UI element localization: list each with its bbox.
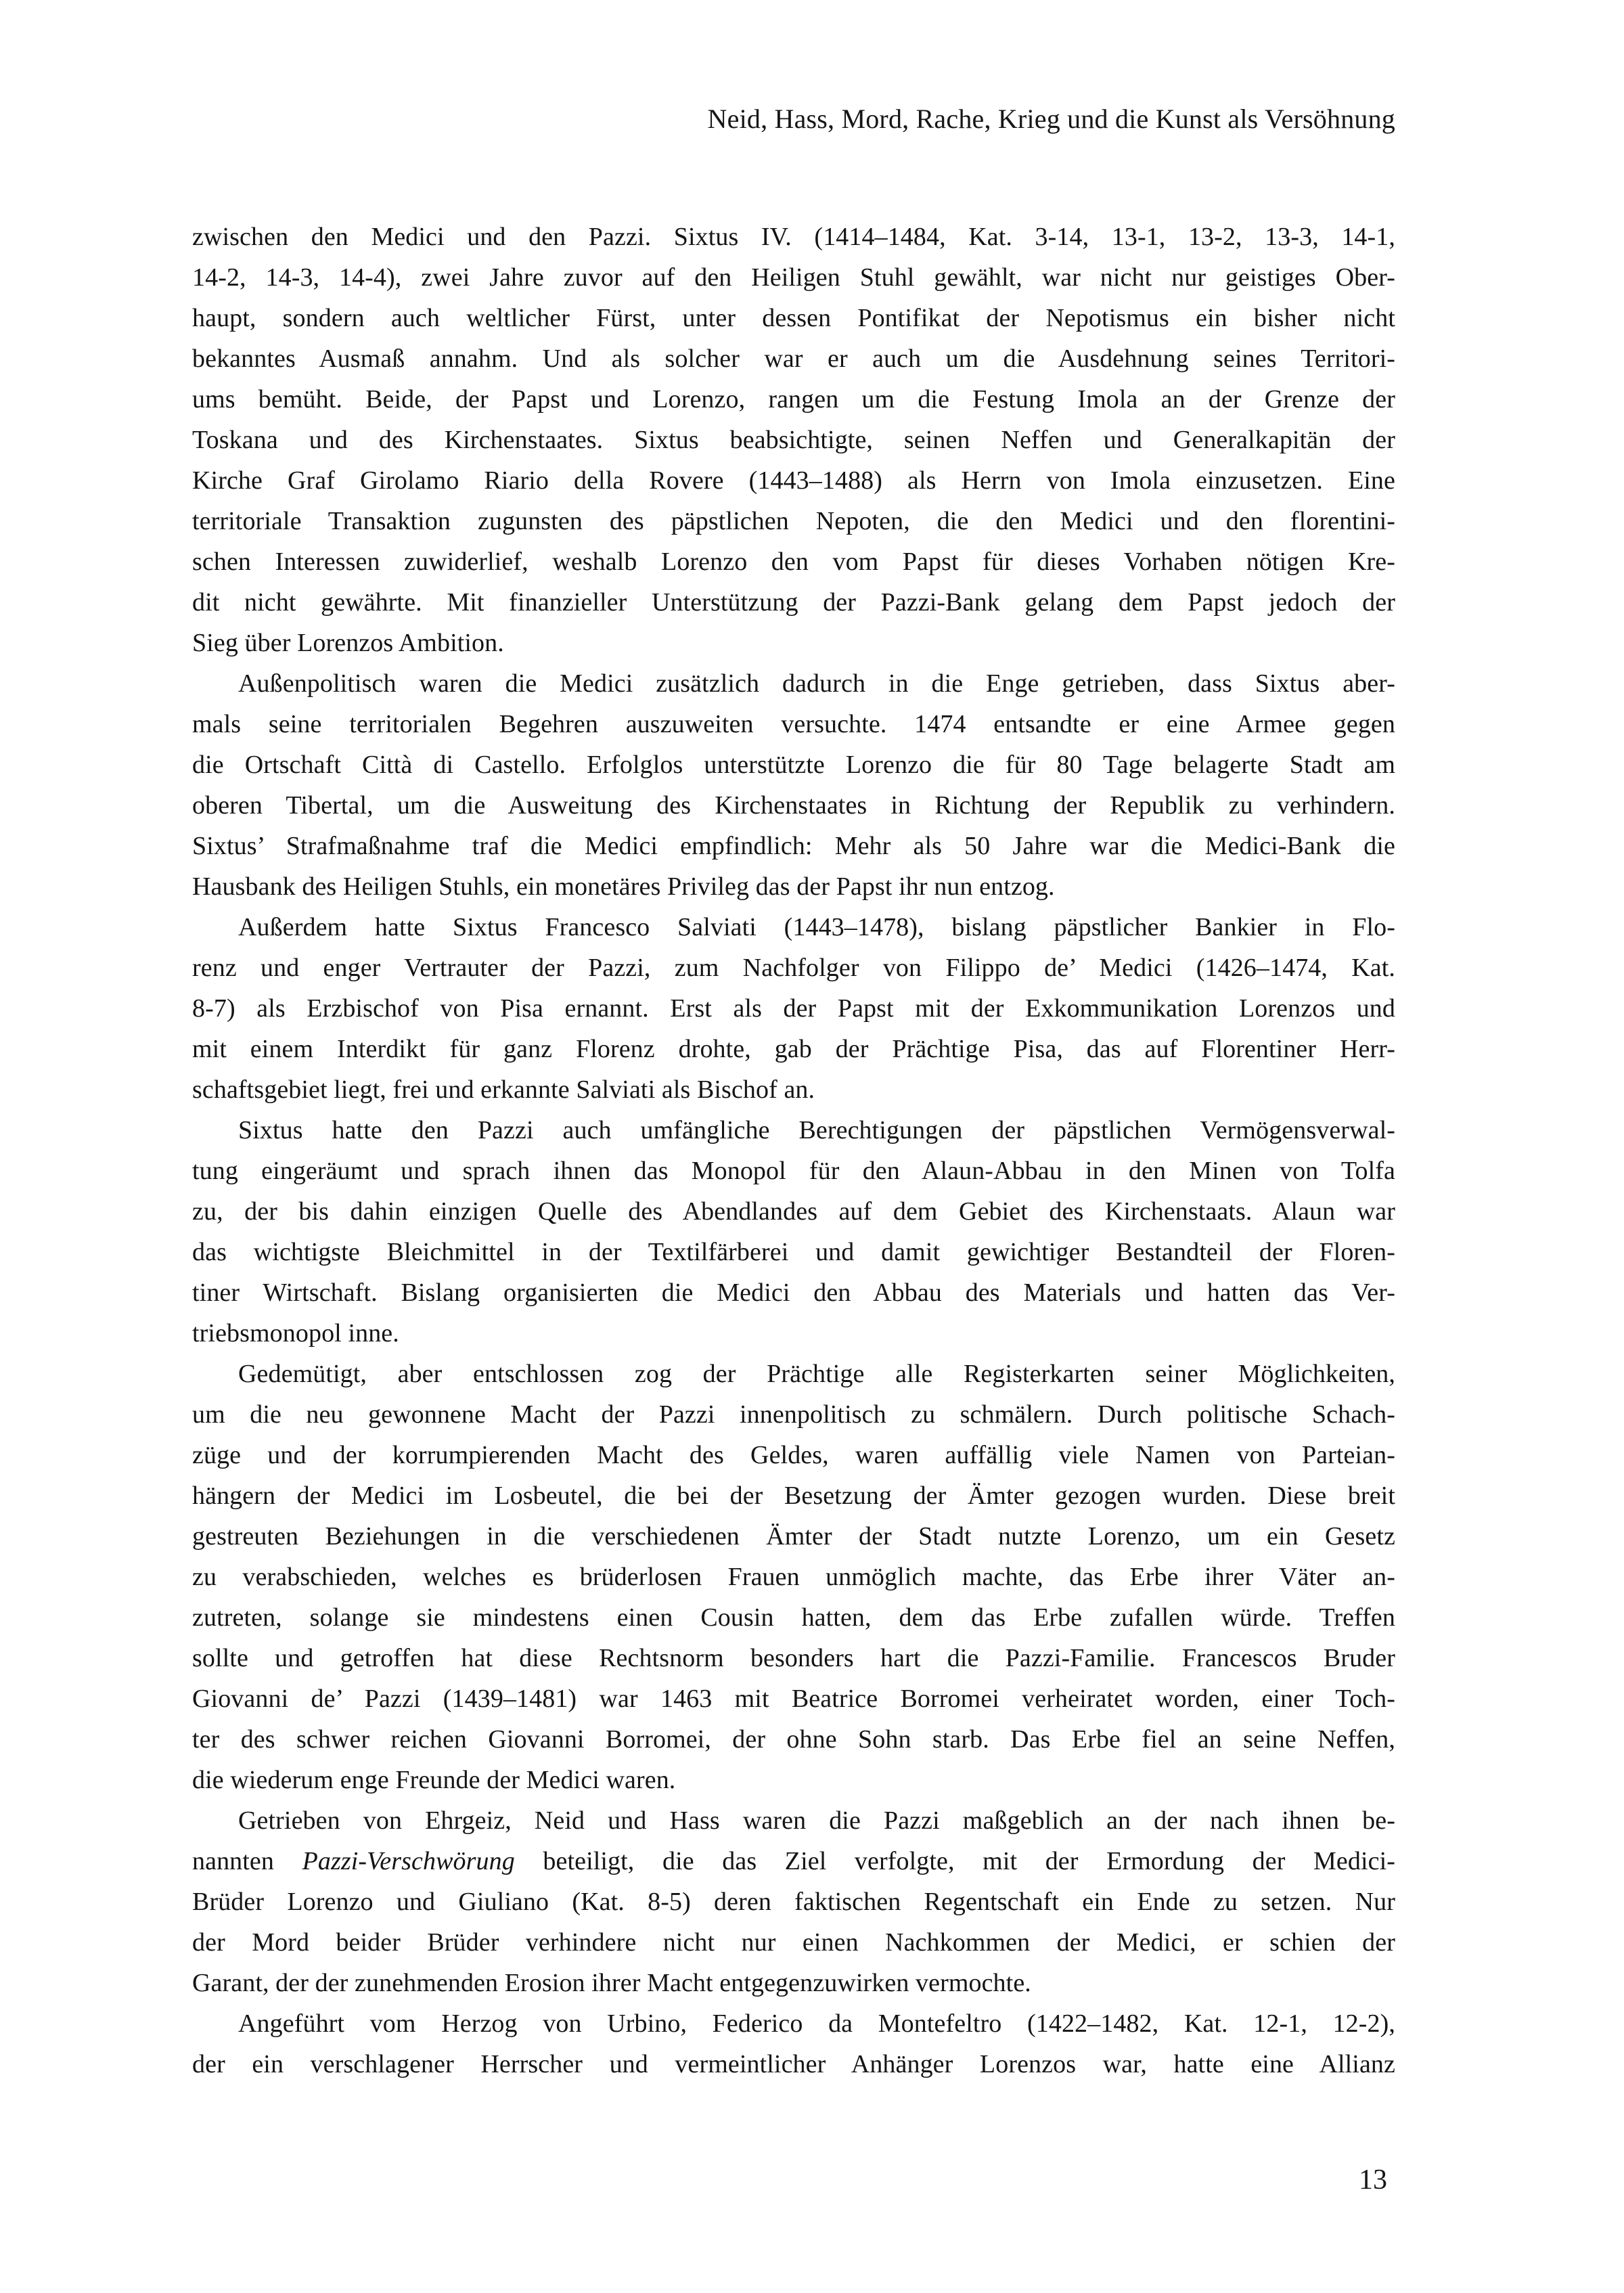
text-line	[192, 1922, 1395, 1963]
text-line	[192, 744, 1395, 785]
text-line	[192, 1760, 1395, 1800]
text-segment: Kirche Graf Girolamo Riario della Rovere (1443–1488) als Herrn von Imola einzusetzen. Eine	[192, 466, 1395, 495]
text-segment: züge und der korrumpierenden Macht des Geldes, waren auffällig viele Namen von Parteian-	[192, 1441, 1395, 1469]
text-line	[192, 623, 1395, 663]
text-line	[192, 1963, 1395, 2003]
text-segment: um die neu gewonnene Macht der Pazzi innenpolitisch zu schmälern. Durch politische Schach-	[192, 1400, 1395, 1429]
text-line	[192, 2044, 1395, 2085]
text-segment: die wiederum enge Freunde der Medici waren.	[192, 1766, 676, 1794]
text-line	[192, 1719, 1395, 1760]
text-segment: zu, der bis dahin einzigen Quelle des Abendlandes auf dem Gebiet des Kirchenstaats. Alaun war	[192, 1197, 1395, 1226]
text-line	[192, 826, 1395, 866]
text-segment: der Mord beider Brüder verhindere nicht nur einen Nachkommen der Medici, er schien der	[192, 1928, 1395, 1957]
text-segment: Gedemütigt, aber entschlossen zog der Prächtige alle Registerkarten seiner Möglichkeiten,	[238, 1360, 1395, 1388]
text-line	[192, 948, 1395, 988]
text-line	[192, 420, 1395, 460]
text-line	[192, 338, 1395, 379]
text-segment: Getrieben von Ehrgeiz, Neid und Hass waren die Pazzi maßgeblich an der nach ihnen be-	[238, 1806, 1395, 1835]
text-line	[192, 1313, 1395, 1354]
text-segment: schaftsgebiet liegt, frei und erkannte Salviati als Bischof an.	[192, 1075, 815, 1104]
text-line	[192, 1800, 1395, 1841]
text-line	[192, 1882, 1395, 1922]
text-line	[192, 1678, 1395, 1719]
text-segment: sollte und getroffen hat diese Rechtsnorm besonders hart die Pazzi-Familie. Francescos Bruder	[192, 1644, 1395, 1672]
text-line	[192, 1069, 1395, 1110]
text-segment: Brüder Lorenzo und Giuliano (Kat. 8-5) deren faktischen Regentschaft ein Ende zu setzen. Nur	[192, 1888, 1395, 1916]
text-segment: tung eingeräumt und sprach ihnen das Monopol für den Alaun-Abbau in den Minen von Tolfa	[192, 1157, 1395, 1185]
paragraph	[192, 217, 1395, 663]
text-line	[192, 1475, 1395, 1516]
paragraph	[192, 1800, 1395, 2003]
text-segment: renz und enger Vertrauter der Pazzi, zum Nachfolger von Filippo de’ Medici (1426–1474, Kat.	[192, 954, 1395, 982]
paragraph	[192, 663, 1395, 907]
text-segment: schen Interessen zuwiderlief, weshalb Lorenzo den vom Papst für dieses Vorhaben nötigen Kre-	[192, 548, 1395, 576]
text-segment: Sieg über Lorenzos Ambition.	[192, 629, 504, 657]
text-segment: mals seine territorialen Begehren auszuweiten versuchte. 1474 entsandte er eine Armee gegen	[192, 710, 1395, 738]
text-segment: ter des schwer reichen Giovanni Borromei, der ohne Sohn starb. Das Erbe fiel an seine Neffen,	[192, 1725, 1395, 1754]
text-line	[192, 1151, 1395, 1191]
text-segment: Außerdem hatte Sixtus Francesco Salviati (1443–1478), bislang päpstlicher Bankier in Flo-	[238, 913, 1395, 941]
text-segment: die Ortschaft Città di Castello. Erfolglos unterstützte Lorenzo die für 80 Tage belagerte Stadt am	[192, 751, 1395, 779]
text-line	[192, 379, 1395, 420]
text-line	[192, 704, 1395, 744]
text-segment: Garant, der der zunehmenden Erosion ihrer Macht entgegenzuwirken vermochte.	[192, 1969, 1031, 1997]
text-line	[192, 866, 1395, 907]
text-line	[192, 1191, 1395, 1232]
page-number: 13	[1359, 2164, 1387, 2196]
text-segment: triebsmonopol inne.	[192, 1319, 399, 1348]
text-segment: territoriale Transaktion zugunsten des päpstlichen Nepoten, die den Medici und den florentini-	[192, 507, 1395, 535]
text-segment: das wichtigste Bleichmittel in der Textilfärberei und damit gewichtiger Bestandteil der Floren-	[192, 1238, 1395, 1266]
text-segment: zwischen den Medici und den Pazzi. Sixtus IV. (1414–1484, Kat. 3-14, 13-1, 13-2, 13-3, 14-1,	[192, 223, 1395, 251]
paragraph	[192, 907, 1395, 1110]
text-segment: mit einem Interdikt für ganz Florenz drohte, gab der Prächtige Pisa, das auf Florentiner Herr-	[192, 1035, 1395, 1063]
text-line	[192, 1638, 1395, 1678]
text-segment: Toskana und des Kirchenstaates. Sixtus beabsichtigte, seinen Neffen und Generalkapitän der	[192, 426, 1395, 454]
text-line	[192, 785, 1395, 826]
text-line	[192, 1435, 1395, 1475]
text-line	[192, 1516, 1395, 1557]
text-line	[192, 217, 1395, 257]
text-line	[192, 1597, 1395, 1638]
text-segment: Hausbank des Heiligen Stuhls, ein monetäres Privileg das der Papst ihr nun entzog.	[192, 872, 1055, 901]
text-line	[192, 582, 1395, 623]
text-segment: zutreten, solange sie mindestens einen Cousin hatten, dem das Erbe zufallen würde. Treffen	[192, 1603, 1395, 1632]
text-segment: Außenpolitisch waren die Medici zusätzlich dadurch in die Enge getrieben, dass Sixtus aber-	[238, 669, 1395, 698]
text-segment: hängern der Medici im Losbeutel, die bei der Besetzung der Ämter gezogen wurden. Diese breit	[192, 1482, 1395, 1510]
text-line	[192, 1394, 1395, 1435]
text-line	[192, 907, 1395, 948]
text-segment: tiner Wirtschaft. Bislang organisierten die Medici den Abbau des Materials und hatten das Ver-	[192, 1278, 1395, 1307]
text-segment: Sixtus’ Strafmaßnahme traf die Medici empfindlich: Mehr als 50 Jahre war die Medici-Bank die	[192, 832, 1395, 860]
text-segment: haupt, sondern auch weltlicher Fürst, unter dessen Pontifikat der Nepotismus ein bisher nicht	[192, 304, 1395, 332]
paragraph	[192, 1110, 1395, 1354]
text-line	[192, 1029, 1395, 1069]
text-segment: nannten	[192, 1847, 302, 1875]
text-segment: Sixtus hatte den Pazzi auch umfängliche Berechtigungen der päpstlichen Vermögensverwal-	[238, 1116, 1395, 1144]
text-segment: 8-7) als Erzbischof von Pisa ernannt. Erst als der Papst mit der Exkommunikation Lorenzos und	[192, 994, 1395, 1023]
text-segment: der ein verschlagener Herrscher und vermeintlicher Anhänger Lorenzos war, hatte eine Allianz	[192, 2050, 1395, 2078]
text-segment: zu verabschieden, welches es brüderlosen Frauen unmöglich machte, das Erbe ihrer Väter an-	[192, 1563, 1395, 1591]
text-line	[192, 1557, 1395, 1597]
text-line	[192, 1354, 1395, 1394]
text-line	[192, 1110, 1395, 1151]
text-line	[192, 298, 1395, 338]
paragraph	[192, 2003, 1395, 2085]
text-segment: dit nicht gewährte. Mit finanzieller Unterstützung der Pazzi-Bank gelang dem Papst jedoch der	[192, 588, 1395, 617]
text-segment: ums bemüht. Beide, der Papst und Lorenzo, rangen um die Festung Imola an der Grenze der	[192, 385, 1395, 414]
paragraph	[192, 1354, 1395, 1800]
text-line	[192, 2003, 1395, 2044]
text-line	[192, 460, 1395, 501]
text-segment: Angeführt vom Herzog von Urbino, Federico da Montefeltro (1422–1482, Kat. 12-1, 12-2),	[238, 2009, 1395, 2038]
text-line	[192, 988, 1395, 1029]
text-segment: oberen Tibertal, um die Ausweitung des Kirchenstaates in Richtung der Republik zu verhindern.	[192, 791, 1395, 820]
italic-phrase: Pazzi-Verschwörung	[302, 1847, 515, 1875]
text-line	[192, 541, 1395, 582]
text-line	[192, 663, 1395, 704]
text-segment: beteiligt, die das Ziel verfolgte, mit der Ermordung der Medici-	[514, 1847, 1395, 1875]
text-segment: Giovanni de’ Pazzi (1439–1481) war 1463 mit Beatrice Borromei verheiratet worden, einer Toch-	[192, 1685, 1395, 1713]
text-segment: gestreuten Beziehungen in die verschiedenen Ämter der Stadt nutzte Lorenzo, um ein Gesetz	[192, 1522, 1395, 1551]
text-line	[192, 1272, 1395, 1313]
text-line	[192, 1232, 1395, 1272]
text-segment: 14-2, 14-3, 14-4), zwei Jahre zuvor auf den Heiligen Stuhl gewählt, war nicht nur geistiges Ober-	[192, 263, 1395, 292]
running-head: Neid, Hass, Mord, Rache, Krieg und die Kunst als Versöhnung	[707, 104, 1395, 134]
text-line	[192, 501, 1395, 541]
text-block	[192, 217, 1395, 2085]
text-segment: bekanntes Ausmaß annahm. Und als solcher war er auch um die Ausdehnung seines Territori-	[192, 344, 1395, 373]
text-line	[192, 257, 1395, 298]
text-line	[192, 1841, 1395, 1882]
